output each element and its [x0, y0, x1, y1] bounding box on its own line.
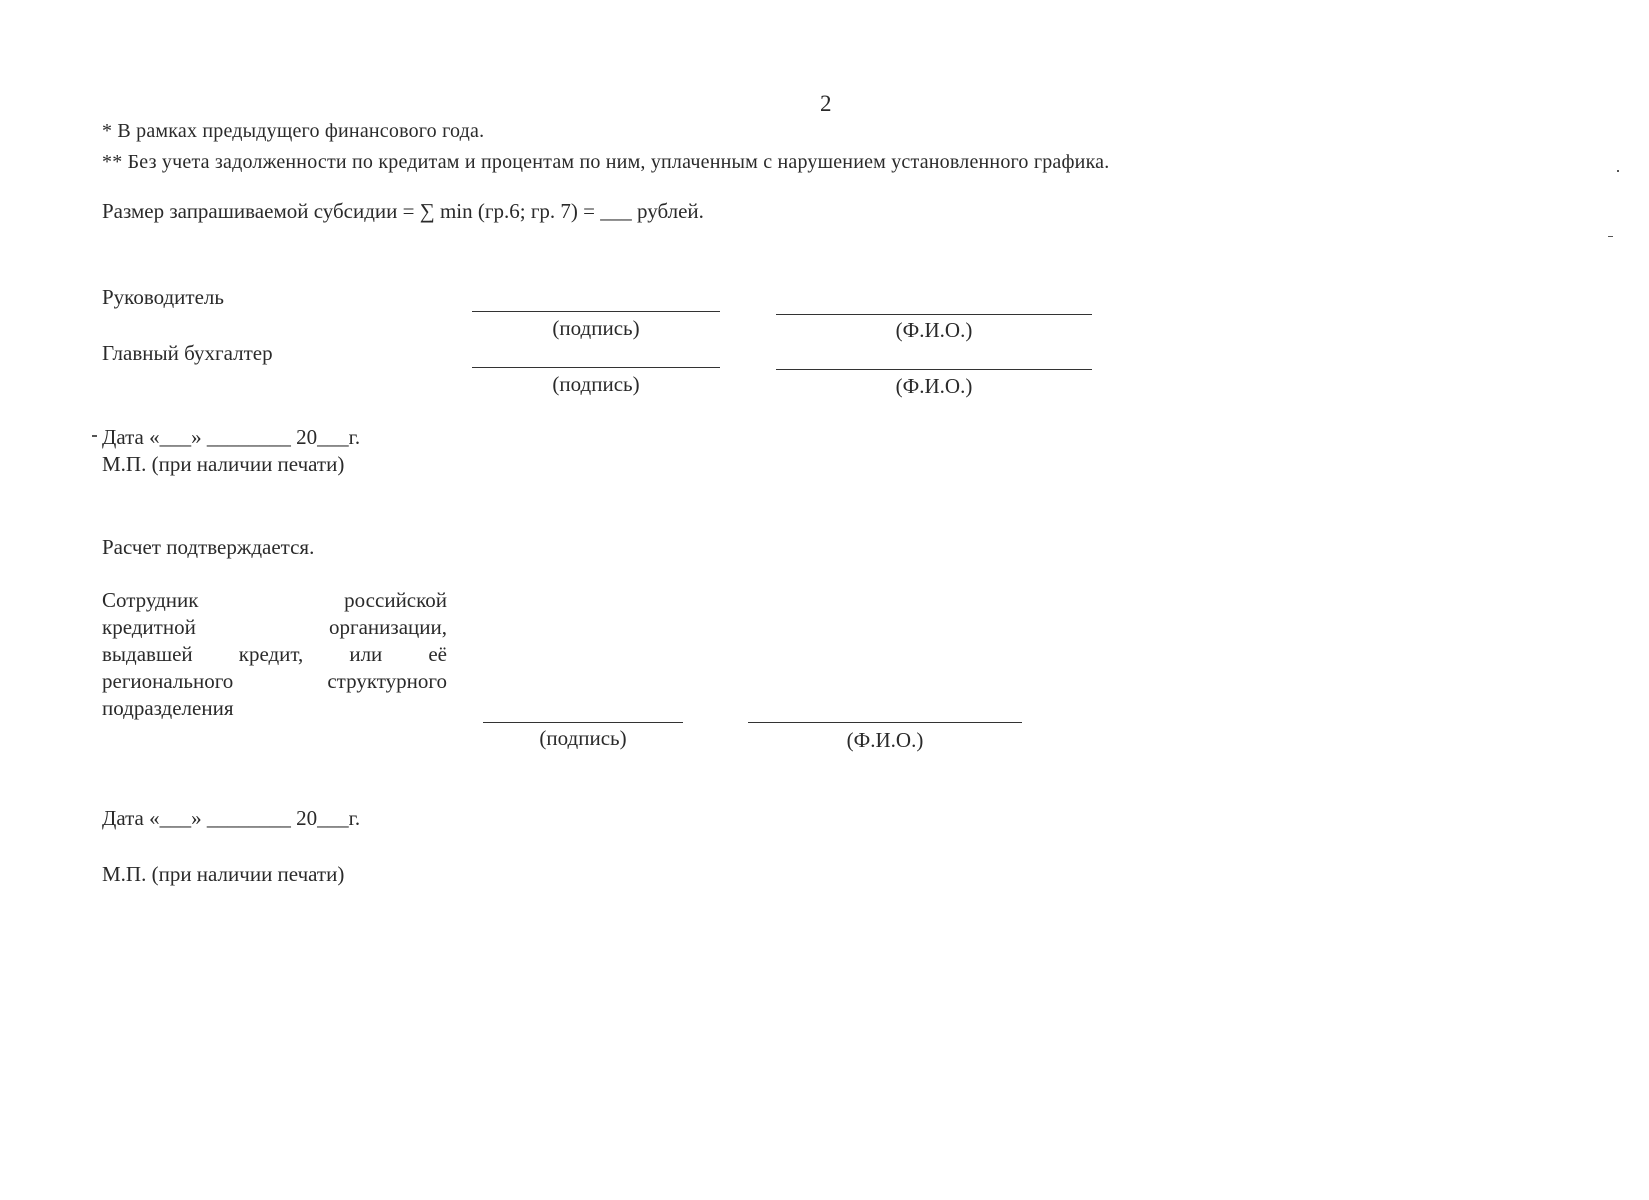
bank-employee-line-3: выдавшей кредит, или её — [102, 642, 447, 666]
confirmation-text: Расчет подтверждается. — [102, 535, 315, 559]
head-signature-line — [472, 311, 720, 312]
bank-employee-line-2: кредитной организации, — [102, 615, 447, 639]
bank-employee-line-1: Сотрудник российской — [102, 588, 447, 612]
scan-mark — [1608, 236, 1613, 237]
accountant-signature-caption: (подпись) — [552, 372, 640, 396]
date-line-second: Дата «___» ________ 20___г. — [102, 806, 361, 830]
bank-employee-signature-caption: (подпись) — [539, 726, 627, 750]
head-name-line — [776, 314, 1092, 315]
accountant-name-caption: (Ф.И.О.) — [895, 374, 973, 398]
footnote-single-asterisk: * В рамках предыдущего финансового года. — [102, 120, 485, 142]
head-name-caption: (Ф.И.О.) — [895, 318, 973, 342]
head-label: Руководитель — [102, 285, 224, 309]
scan-mark — [92, 435, 97, 437]
scan-mark — [1617, 170, 1619, 172]
bank-employee-label — [102, 587, 447, 722]
page-number: 2 — [820, 91, 832, 116]
bank-employee-signature-line — [483, 722, 683, 723]
subsidy-formula: Размер запрашиваемой субсидии = ∑ min (гр.6; гр. 7) = ___ рублей. — [102, 199, 704, 223]
chief-accountant-label: Главный бухгалтер — [102, 341, 273, 365]
accountant-name-line — [776, 369, 1092, 370]
stamp-note-second: М.П. (при наличии печати) — [102, 862, 345, 886]
date-line-first: Дата «___» ________ 20___г. — [102, 425, 361, 449]
bank-employee-name-caption: (Ф.И.О.) — [846, 728, 924, 752]
footnote-double-asterisk: ** Без учета задолженности по кредитам и процентам по ним, уплаченным с нарушением установленного графика. — [102, 151, 1110, 173]
stamp-note-first: М.П. (при наличии печати) — [102, 452, 345, 476]
accountant-signature-line — [472, 367, 720, 368]
bank-employee-name-line — [748, 722, 1022, 723]
bank-employee-line-5: подразделения — [102, 696, 234, 720]
bank-employee-line-4: регионального структурного — [102, 669, 447, 693]
head-signature-caption: (подпись) — [552, 316, 640, 340]
